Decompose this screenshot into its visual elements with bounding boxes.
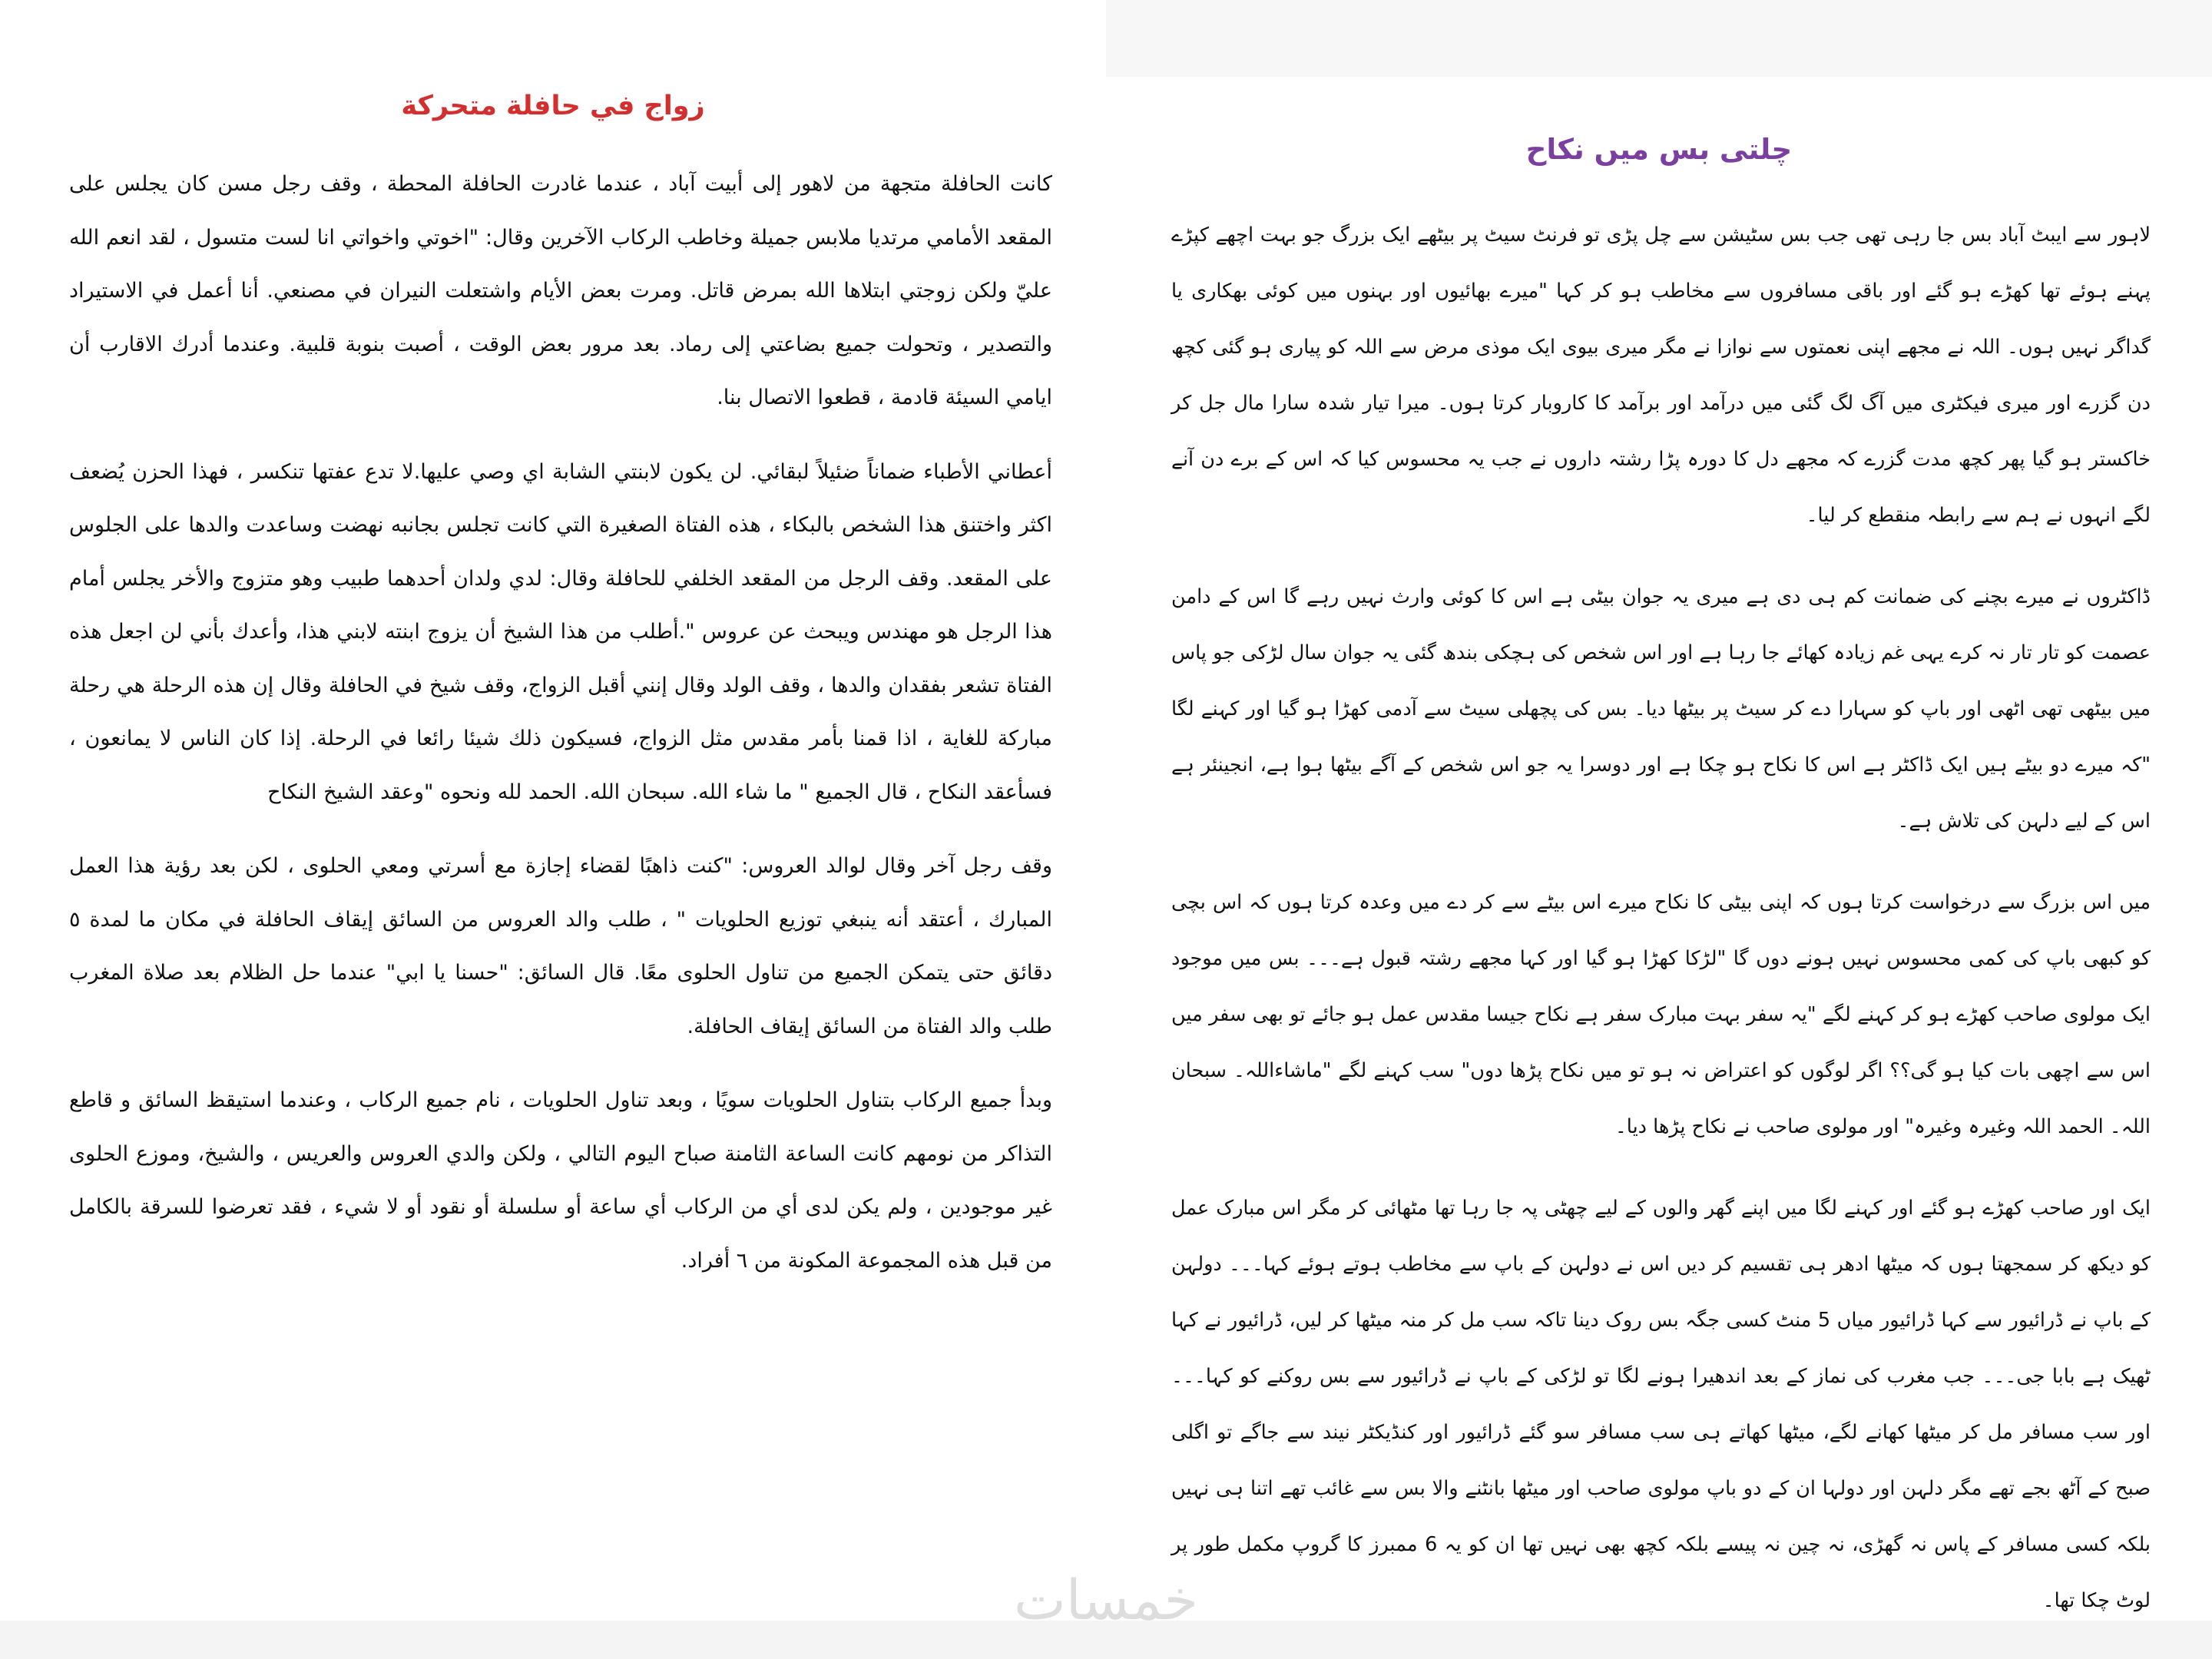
urdu-paragraph: ڈاکٹروں نے میرے بچنے کی ضمانت کم ہی دی ہے میری یہ جوان بیٹی ہے اس کا کوئی وارث نہیں رہے گا اس کے دامن عصمت کو تار تار نہ کرے یہی غم زیادہ کھائے جا رہا ہے اور اس شخص کی ہچکی بندھ گئی یہ جوان سال لڑکی جو پاس میں بیٹھی تھی اٹھی اور باپ کو سہارا دے کر سیٹ پر بیٹھا دیا۔ بس کی پچھلی سیٹ سے آدمی کھڑا ہو گیا اور کہنے لگا "کہ میرے دو بیٹے ہیں ایک ڈاکٹر ہے اس کا نکاح ہو چکا ہے اور دوسرا یہ جو اس شخص کے آگے بیٹھا ہوا ہے، انجینئر ہے اس کے لیے دلہن کی تلاش ہے۔	[1171, 585, 2151, 833]
arabic-title: زواج في حافلة متحركة	[401, 91, 705, 121]
urdu-paragraph: لاہور سے ایبٹ آباد بس جا رہی تھی جب بس سٹیشن سے چل پڑی تو فرنٹ سیٹ پر بیٹھے ایک بزرگ جو بہت اچھے کپڑے پہنے ہوئے تھا کھڑے ہو گئے اور باقی مسافروں سے مخاطب ہو کر کہا "میرے بھائیوں اور بہنوں میں کوئی بھکاری یا گداگر نہیں ہوں۔ اللہ نے مجھے اپنی نعمتوں سے نوازا نے مگر میری بیوی ایک موذی مرض سے اللہ کو پیاری ہو گئی کچھ دن گزرے اور میری فیکٹری میں آگ لگ گئی میں درآمد اور برآمد کا کاروبار کرتا ہوں۔ میرا تیار شدہ سارا مال جل کر خاکستر ہو گیا پھر کچھ مدت گزرے کہ مجھے دل کا دورہ پڑا رشتہ داروں نے جب یہ محسوس کیا کہ اس کے برے دن آنے لگے انہوں نے ہم سے رابطہ منقطع کر لیا۔	[1171, 224, 2151, 527]
arabic-paragraph: وبدأ جميع الركاب بتناول الحلويات سويًا ، وبعد تناول الحلويات ، نام جميع الركاب ، وعندما استيقظ السائق و قاطع التذاكر من نومهم كانت الساعة الثامنة صباح اليوم التالي ، ولكن والدي العروس والعريس ، والشيخ، وموزع الحلوى غير موجودين ، ولم يكن لدى أي من الركاب أي ساعة أو سلسلة أو نقود أو لا شيء ، فقد تعرضوا للسرقة بالكامل من قبل هذه المجموعة المكونة من ٦ أفراد.	[69, 1088, 1052, 1273]
urdu-title: چلتی بس میں نکاح	[1525, 133, 1793, 166]
arabic-paragraph: كانت الحافلة متجهة من لاهور إلى أبيت آباد ، عندما غادرت الحافلة المحطة ، وقف رجل مسن كان يجلس على المقعد الأمامي مرتديا ملابس جميلة وخاطب الركاب الآخرين وقال: "اخوتي واخواتي انا لست متسول ، لقد انعم الله عليّ ولكن زوجتي ابتلاها الله بمرض قاتل. ومرت بعض الأيام واشتعلت النيران في مصنعي. أنا أعمل في الاستيراد والتصدير ، وتحولت جميع بضاعتي إلى رماد. بعد مرور بعض الوقت ، أصبت بنوبة قلبية. وعندما أدرك الاقارب أن ايامي السيئة قادمة ، قطعوا الاتصال بنا.	[69, 172, 1052, 409]
watermark-logo: خمسات	[1013, 1568, 1199, 1632]
urdu-paragraph: میں اس بزرگ سے درخواست کرتا ہوں کہ اپنی بیٹی کا نکاح میرے اس بیٹے سے کر دے میں وعدہ کرتا ہوں کہ اس بچی کو کبھی باپ کی کمی محسوس نہیں ہونے دوں گا "لڑکا کھڑا ہو گیا اور کہا مجھے رشتہ قبول ہے۔۔۔ بس میں موجود ایک مولوی صاحب کھڑے ہو کر کہنے لگے "یہ سفر بہت مبارک سفر ہے نکاح جیسا مقدس عمل ہو جائے تو بھی سفر میں اس سے اچھی بات کیا ہو گی؟؟ اگر لوگوں کو اعتراض نہ ہو تو میں نکاح پڑھا دوں" سب کہنے لگے "ماشاءاللہ۔ سبحان اللہ۔ الحمد اللہ وغیرہ وغیرہ" اور مولوی صاحب نے نکاح پڑھا دیا۔	[1171, 891, 2151, 1138]
arabic-paragraph: أعطاني الأطباء ضماناً ضئيلاً لبقائي. لن يكون لابنتي الشابة اي وصي عليها.لا تدع عفتها تنكسر ، فهذا الحزن يُضعف اكثر واختنق هذا الشخص بالبكاء ، هذه الفتاة الصغيرة التي كانت تجلس بجانبه نهضت وساعدت والدها على الجلوس على المقعد. وقف الرجل من المقعد الخلفي للحافلة وقال: لدي ولدان أحدهما طبيب وهو متزوج والأخر يجلس أمام هذا الرجل هو مهندس ويبحث عن عروس ".أطلب من هذا الشيخ أن يزوج ابنته لابني هذا، وأعدك بأني لن اجعل هذه الفتاة تشعر بفقدان والدها ، وقف الولد وقال إنني أقبل الزواج، وقف شيخ في الحافلة وقال إن هذه الرحلة هي رحلة مباركة للغاية ، اذا قمنا بأمر مقدس مثل الزواج، فسيكون ذلك شيئا رائعا في الرحلة. إذا كان الناس لا يمانعون ، فسأعقد النكاح ، قال الجميع " ما شاء الله. سبحان الله. الحمد لله ونحوه "وعقد الشيخ النكاح	[69, 459, 1052, 804]
urdu-paragraph: ایک اور صاحب کھڑے ہو گئے اور کہنے لگا میں اپنے گھر والوں کے لیے چھٹی پہ جا رہا تھا مٹھائی کر مگر اس مبارک عمل کو دیکھ کر سمجھتا ہوں کہ میٹھا ادھر ہی تقسیم کر دیں اس نے دولہن کے باپ سے مخاطب ہوتے ہوئے کہا۔۔۔ دولہن کے باپ نے ڈرائیور سے کہا ڈرائیور میاں 5 منٹ کسی جگہ بس روک دینا تاکہ سب مل کر منہ میٹھا کر لیں، ڈرائیور نے کہا ٹھیک ہے بابا جی۔۔۔ جب مغرب کی نماز کے بعد اندھیرا ہونے لگا تو لڑکی کے باپ نے ڈرائیور سے بس روکنے کو کہا۔۔۔ اور سب مسافر مل کر میٹھا کھانے لگے، میٹھا کھاتے ہی سب مسافر سو گئے ڈرائیور اور کنڈیکٹر نیند سے جاگے تو اگلی صبح کے آٹھ بجے تھے مگر دلہن اور دولہا ان کے دو باپ مولوی صاحب اور میٹھا بانٹنے والا بس سے غائب تھے اتنا ہی نہیں بلکہ کسی مسافر کے پاس نہ گھڑی، نہ چین نہ پیسے بلکہ کچھ بھی نہیں تھا ان کو یہ 6 ممبرز کا گروپ مکمل طور پر لوٹ چکا تھا۔	[1171, 1197, 2151, 1612]
urdu-text-column	[1171, 207, 2151, 1654]
arabic-text-column	[69, 157, 1052, 1308]
page-top-strip	[1106, 0, 2212, 77]
arabic-paragraph: وقف رجل آخر وقال لوالد العروس: "كنت ذاهبًا لقضاء إجازة مع أسرتي ومعي الحلوى ، لكن بعد رؤية هذا العمل المبارك ، أعتقد أنه ينبغي توزيع الحلويات " ، طلب والد العروس من السائق إيقاف الحافلة في مكان ما لمدة ٥ دقائق حتى يتمكن الجميع من تناول الحلوى معًا. قال السائق: "حسنا يا ابي" عندما حل الظلام بعد صلاة المغرب طلب والد الفتاة من السائق إيقاف الحافلة.	[69, 854, 1052, 1038]
urdu-page	[1106, 0, 2212, 1659]
